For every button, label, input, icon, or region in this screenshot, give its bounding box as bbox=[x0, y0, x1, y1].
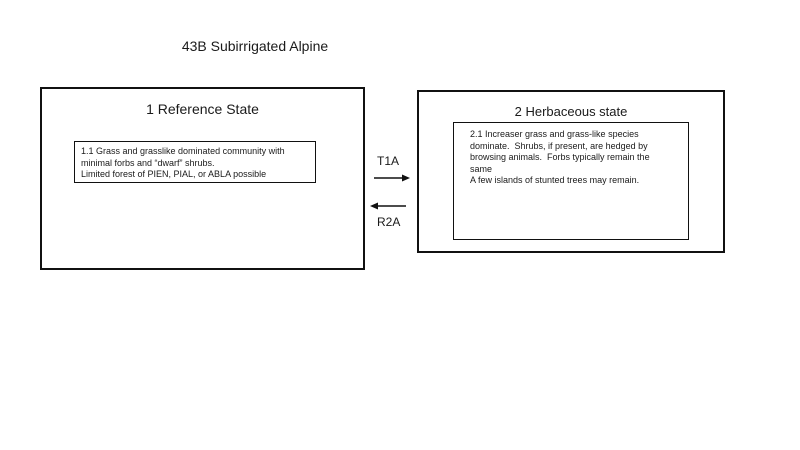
transition-r2a-arrow-icon bbox=[370, 200, 406, 212]
community-text-line: browsing animals. Forbs typically remain the bbox=[470, 152, 650, 162]
community-text-line: minimal forbs and “dwarf” shrubs. bbox=[81, 157, 215, 168]
community-text-line: 1.1 Grass and grasslike dominated community with bbox=[81, 146, 285, 156]
community-text-line: 2.1 Increaser grass and grass-like species bbox=[470, 129, 639, 139]
community-text-line: dominate. Shrubs, if present, are hedged by bbox=[470, 140, 648, 151]
community-2-1-box bbox=[453, 122, 689, 240]
community-text-line: same bbox=[470, 163, 493, 174]
reference-state-title: 1 Reference State bbox=[146, 101, 259, 117]
transition-t1a-label: T1A bbox=[377, 154, 400, 168]
community-1-1-box bbox=[74, 141, 316, 183]
reference-state-box bbox=[40, 87, 365, 270]
diagram-title: 43B Subirrigated Alpine bbox=[181, 38, 329, 54]
transition-t1a-arrow-icon bbox=[374, 172, 410, 184]
transition-r2a-label: R2A bbox=[377, 215, 401, 229]
community-text-line: A few islands of stunted trees may remain. bbox=[470, 175, 640, 185]
herbaceous-state-box bbox=[417, 90, 725, 253]
community-text-line: Limited forest of PIEN, PIAL, or ABLA possible bbox=[81, 169, 267, 179]
herbaceous-state-title: 2 Herbaceous state bbox=[514, 104, 628, 119]
